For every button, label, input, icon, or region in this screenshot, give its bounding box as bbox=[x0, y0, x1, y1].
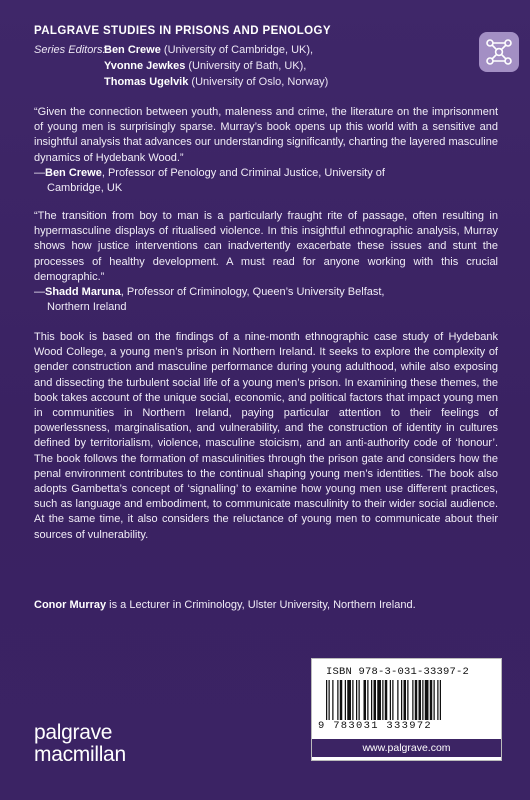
barcode-bar bbox=[367, 680, 368, 720]
barcode-bar bbox=[422, 680, 423, 720]
quote-text: “The transition from boy to man is a particularly fraught rite of passage, often resulting in hypermasculine displays of ritualised violence. In this insightful ethnographic analysis, Murray shows how justice interventions can inadvertently exacerbate these issues and stunt the processes of healthy development. A must read for anyone working with this crucial demographic.” bbox=[34, 210, 498, 283]
barcode-bar bbox=[401, 680, 402, 720]
barcode-bar bbox=[412, 680, 413, 720]
barcode-bar bbox=[337, 680, 338, 720]
network-nodes-icon bbox=[479, 32, 519, 72]
author-bio-text: is a Lecturer in Criminology, Ulster University, Northern Ireland. bbox=[106, 599, 416, 611]
barcode-bar bbox=[385, 680, 388, 720]
endorsement-quote bbox=[34, 209, 498, 315]
editor-affiliation: (University of Bath, UK), bbox=[185, 60, 307, 72]
barcode-bar bbox=[425, 680, 429, 720]
publisher-logo bbox=[34, 722, 126, 766]
barcode-bar bbox=[397, 680, 398, 720]
barcode-bar bbox=[404, 680, 407, 720]
author-bio bbox=[34, 598, 498, 613]
barcode-bar bbox=[332, 680, 333, 720]
barcode-bar bbox=[329, 680, 330, 720]
isbn-label: ISBN 978-3-031-33397-2 bbox=[326, 666, 470, 678]
editor-name: Thomas Ugelvik bbox=[104, 76, 189, 88]
barcode-bar bbox=[440, 680, 441, 720]
barcode-bar bbox=[382, 680, 383, 720]
book-description: This book is based on the findings of a nine-month ethnographic case study of Hydebank Wood College, a young men’s prison in Northern Ireland. It seeks to explore the complexity of gender construction and masculine performance during young adulthood, while also exposing and dissecting the turbulent social life of a young men’s prison. In examining these themes, the book takes account of the unique social, economic, and political factors that impact young men in communities in Northern Ireland, paying particular attention to their feelings of powerlessness, marginalisation, and vulnerability, and the construction of identity in cultures defined by territorialism, violence, masculine stoicism, and an anti-authority code of ‘honour’. The book follows the formation of masculinities through the prison gate and considers how the penal environment contributes to the continual shaping young men’s identities. The book also adopts Gambetta’s concept of ‘signalling’ to examine how young men use different practices, such as language and embodiment, to communicate masculinity to their wider social audience. At the same time, it also considers the reluctance of young men to communicate about their sources of vulnerability. bbox=[34, 331, 498, 541]
network-nodes-glyph bbox=[479, 32, 519, 72]
barcode-bar bbox=[347, 680, 351, 720]
barcode-bar bbox=[437, 680, 438, 720]
barcode-bar bbox=[407, 680, 408, 720]
publisher-logo-line: palgrave bbox=[34, 721, 113, 744]
barcode-digits: 9 783031 333972 bbox=[318, 720, 433, 732]
barcode-bar bbox=[340, 680, 343, 720]
quote-role-continued: Northern Ireland bbox=[47, 301, 127, 314]
editor-name: Yvonne Jewkes bbox=[104, 60, 186, 72]
barcode-bar bbox=[359, 680, 360, 720]
barcode-bar bbox=[419, 680, 422, 720]
series-editors bbox=[34, 42, 328, 90]
barcode-bar bbox=[390, 680, 391, 720]
publisher-website: www.palgrave.com bbox=[312, 739, 501, 757]
quote-author: Shadd Maruna bbox=[45, 286, 121, 299]
author-name: Conor Murray bbox=[34, 599, 107, 611]
editor-affiliation: (University of Cambridge, UK), bbox=[160, 44, 314, 56]
barcode-bar bbox=[371, 680, 372, 720]
quote-role: , Professor of Criminology, Queen’s University Belfast, bbox=[120, 286, 385, 299]
quote-role-continued: Cambridge, UK bbox=[47, 182, 123, 195]
barcode-bar bbox=[326, 680, 327, 720]
barcode-bar bbox=[352, 680, 353, 720]
quote-author: Ben Crewe bbox=[45, 166, 102, 179]
barcode-bar bbox=[415, 680, 418, 720]
series-title: PALGRAVE STUDIES IN PRISONS AND PENOLOGY bbox=[34, 25, 331, 37]
editors-label: Series Editors: bbox=[34, 44, 106, 56]
editor-affiliation: (University of Oslo, Norway) bbox=[188, 76, 329, 88]
barcode-bar bbox=[392, 680, 393, 720]
quote-role: , Professor of Penology and Criminal Justice, University of bbox=[101, 166, 385, 179]
barcode-bar bbox=[345, 680, 346, 720]
barcode-bar bbox=[374, 680, 377, 720]
barcode-bar bbox=[430, 680, 433, 720]
barcode-bar bbox=[377, 680, 381, 720]
quote-text: “Given the connection between youth, maleness and crime, the literature on the imprisonment of young men is surprisingly sparse. Murray’s book opens up this world with a sensitive and insightful analysis that advances our understanding significantly, charting the layered masculine dynamics of Hydebank Wood.” bbox=[34, 106, 498, 164]
editor-row bbox=[34, 74, 328, 90]
publisher-logo-line: macmillan bbox=[34, 743, 126, 766]
barcode-bar bbox=[364, 680, 367, 720]
quote-attribution: —Shadd Maruna, Professor of Criminology, Queen’s University Belfast, bbox=[34, 286, 385, 299]
barcode-bar bbox=[356, 680, 357, 720]
editor-row bbox=[34, 58, 328, 74]
endorsement-quote bbox=[34, 105, 498, 196]
barcode-bars bbox=[326, 680, 487, 720]
barcode-bar bbox=[434, 680, 435, 720]
editor-name: Ben Crewe bbox=[104, 44, 161, 56]
barcode-panel bbox=[311, 658, 502, 761]
editor-row bbox=[34, 42, 328, 58]
quote-attribution: —Ben Crewe, Professor of Penology and Criminal Justice, University of bbox=[34, 166, 385, 179]
